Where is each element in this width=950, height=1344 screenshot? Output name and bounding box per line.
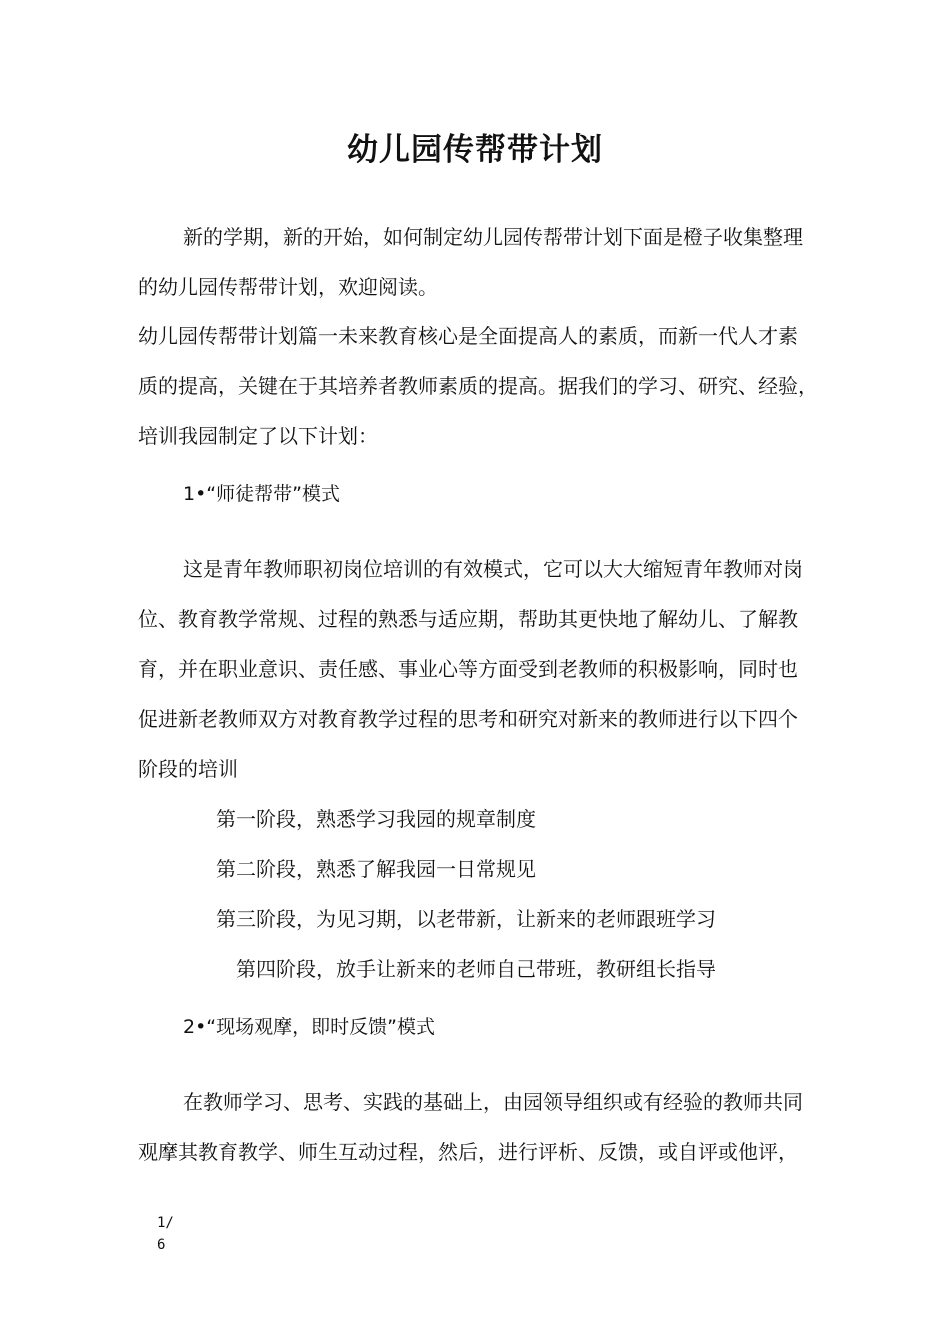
- stage-item: 第三阶段，为见习期，以老带新，让新来的老师跟班学习: [216, 907, 716, 931]
- section-1-heading: 1•“师徒帮带”模式: [183, 483, 340, 505]
- section-1-line-1: 这是青年教师职初岗位培训的有效模式，它可以大大缩短青年教师对岗: [183, 557, 803, 581]
- stage-item: 第四阶段，放手让新来的老师自己带班，教研组长指导: [236, 957, 716, 981]
- section-2-line-2: 观摩其教育教学、师生互动过程，然后，进行评析、反馈，或自评或他评，: [138, 1140, 798, 1164]
- section-2-heading: 2•“现场观摩，即时反馈”模式: [183, 1016, 435, 1038]
- paragraph-1-line-1: 幼儿园传帮带计划篇一未来教育核心是全面提高人的素质，而新一代人才素: [138, 324, 798, 348]
- section-1-line-4: 促进新老教师双方对教育教学过程的思考和研究对新来的教师进行以下四个: [138, 707, 798, 731]
- intro-line-1: 新的学期，新的开始，如何制定幼儿园传帮带计划下面是橙子收集整理: [183, 225, 803, 249]
- stage-item: 第二阶段，熟悉了解我园一日常规见: [216, 857, 536, 881]
- section-1-line-2: 位、教育教学常规、过程的熟悉与适应期，帮助其更快地了解幼儿、了解教: [138, 607, 798, 631]
- section-1-line-5: 阶段的培训: [138, 757, 238, 781]
- page-number: 1/6: [157, 1215, 174, 1253]
- stage-item: 第一阶段，熟悉学习我园的规章制度: [216, 807, 536, 831]
- intro-line-2: 的幼儿园传帮带计划，欢迎阅读。: [138, 275, 438, 299]
- section-1-line-3: 育，并在职业意识、责任感、事业心等方面受到老教师的积极影响，同时也: [138, 657, 798, 681]
- document-title: 幼儿园传帮带计划: [347, 132, 603, 168]
- paragraph-1-line-3: 培训我园制定了以下计划：: [138, 424, 378, 448]
- paragraph-1-line-2: 质的提高，关键在于其培养者教师素质的提高。据我们的学习、研究、经验，: [138, 374, 818, 398]
- section-2-line-1: 在教师学习、思考、实践的基础上，由园领导组织或有经验的教师共同: [183, 1090, 803, 1114]
